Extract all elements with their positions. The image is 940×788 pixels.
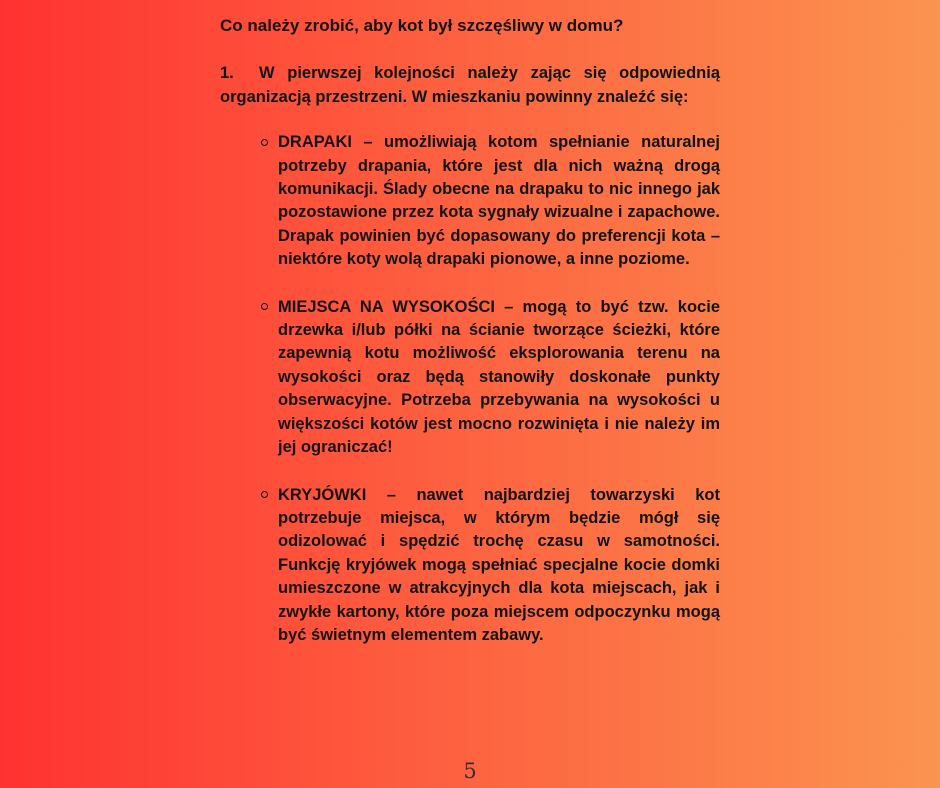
bullet-list — [220, 131, 720, 647]
list-item-text: KRYJÓWKI – nawet najbardziej towarzyski kot potrzebuje miejsca, w którym będzie mógł się odizolować i spędzić trochę czasu w samotności. Funkcję kryjówek mogą spełniać specjalne kocie domki umieszczone w atrakcyjnych dla kota miejscach, jak i zwykłe kartony, które poza miejscem odpoczynku mogą być świetnym elementem zabawy. — [278, 485, 720, 644]
circle-bullet-icon — [261, 303, 268, 310]
list-item — [278, 484, 720, 648]
list-item-text: DRAPAKI – umożliwiają kotom spełnianie naturalnej potrzeby drapania, które jest dla nich ważną drogą komunikacji. Ślady obecne na drapaku to nic innego jak pozostawione przez kota sygnały wizualne i zapachowe. Drapak powinien być dopasowany do preferencji kota – niektóre koty wolą drapaki pionowe, a inne poziome. — [278, 133, 720, 269]
list-item-text: MIEJSCA NA WYSOKOŚCI – mogą to być tzw. kocie drzewka i/lub półki na ścianie tworzące ścieżki, które zapewnią kotu możliwość eksplorowania terenu na wysokości oraz będą stanowiły doskonałe punkty obserwacyjne. Potrzeba przebywania na wysokości u większości kotów jest mocno rozwinięta i nie należy im jej ograniczać! — [278, 297, 720, 457]
list-item — [278, 131, 720, 271]
list-item — [278, 296, 720, 460]
intro-paragraph: 1. W pierwszej kolejności należy zając się odpowiednią organizacją przestrzeni. W mieszkaniu powinny znaleźć się: — [220, 64, 720, 106]
circle-bullet-icon — [261, 491, 268, 498]
circle-bullet-icon — [261, 139, 268, 146]
page-number: 5 — [463, 759, 477, 783]
text-column — [220, 14, 720, 647]
page-title: Co należy zrobić, aby kot był szczęśliwy w domu? — [220, 16, 624, 35]
